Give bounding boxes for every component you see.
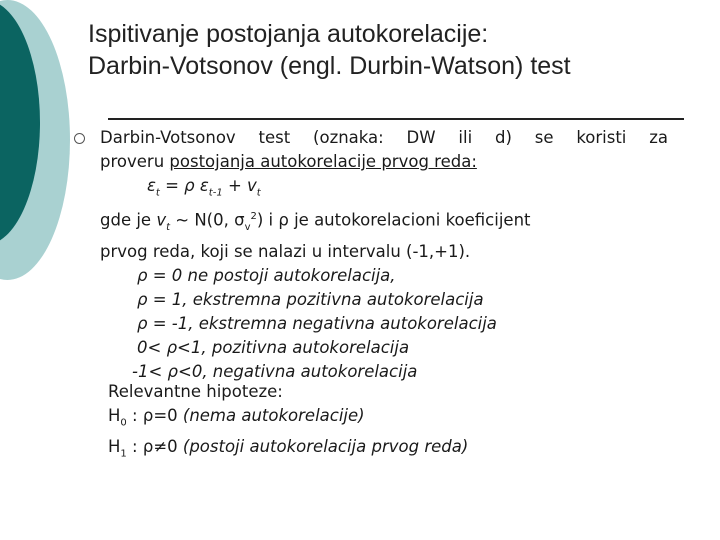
hypotheses-block [108,380,468,467]
bullet-circle-icon [74,133,85,144]
hypothesis-h1 [108,435,468,466]
hypotheses-heading: Relevantne hipoteze: [108,382,283,401]
case-5: -1< ρ<0, negativna autokorelacija [132,362,418,382]
gde-v-sub: v [244,222,251,234]
hypothesis-h0 [108,404,468,435]
h0-sub: 0 [120,417,127,429]
gde-mid2: ) i ρ je autokorelacioni koeficijent [256,210,531,230]
eq-t1-sub: t-1 [208,187,223,199]
eq-eps: ε [147,176,156,195]
h1-letter: H [108,437,121,457]
gde-mid1: ~ N(0, σ [170,210,245,230]
intro-line-1: Darbin-Votsonov test (oznaka: DW ili d) se koristi za [100,128,668,147]
h0-note: (nema autokorelacije) [182,406,365,425]
gde-v: v [156,210,167,230]
gde-sup: 2 [250,211,257,223]
intro-line-2-text: proveru [100,152,170,171]
intro-line-2 [100,150,668,174]
case-3: ρ = -1, ekstremna negativna autokorelacija [137,314,497,334]
gde-pre: gde je [100,210,157,230]
eq-v: v [247,176,257,195]
h0-letter: H [108,406,121,425]
h1-sub: 1 [120,448,127,460]
case-2: ρ = 1, ekstremna pozitivna autokorelacija [137,290,484,310]
prvog-line: prvog reda, koji se nalazi u intervalu (-1,+1). [100,242,471,262]
intro-line-2-underlined: postojanja autokorelacije prvog reda: [169,152,477,171]
slide-body [100,126,668,384]
eq-t-sub: t [155,187,160,199]
equation [100,174,668,205]
title-line-2: Darbin-Votsonov (engl. Durbin-Watson) test [88,52,571,80]
title-divider [108,118,684,120]
eq-v-sub: t [256,187,261,199]
h1-mid: : ρ≠0 [126,437,183,457]
case-4: 0< ρ<1, pozitivna autokorelacija [137,338,410,358]
h1-note: (postoji autokorelacija prvog reda) [182,437,469,457]
eq-mid: = ρ ε [159,176,209,195]
gde-t-sub: t [166,222,171,234]
eq-plus: + [222,176,248,195]
h0-mid: : ρ=0 [126,406,183,425]
case-1: ρ = 0 ne postoji autokorelacija, [137,266,396,286]
title-line-1: Ispitivanje postojanja autokorelacije: [88,20,489,48]
gde-line [100,205,668,240]
slide-title [88,18,571,82]
